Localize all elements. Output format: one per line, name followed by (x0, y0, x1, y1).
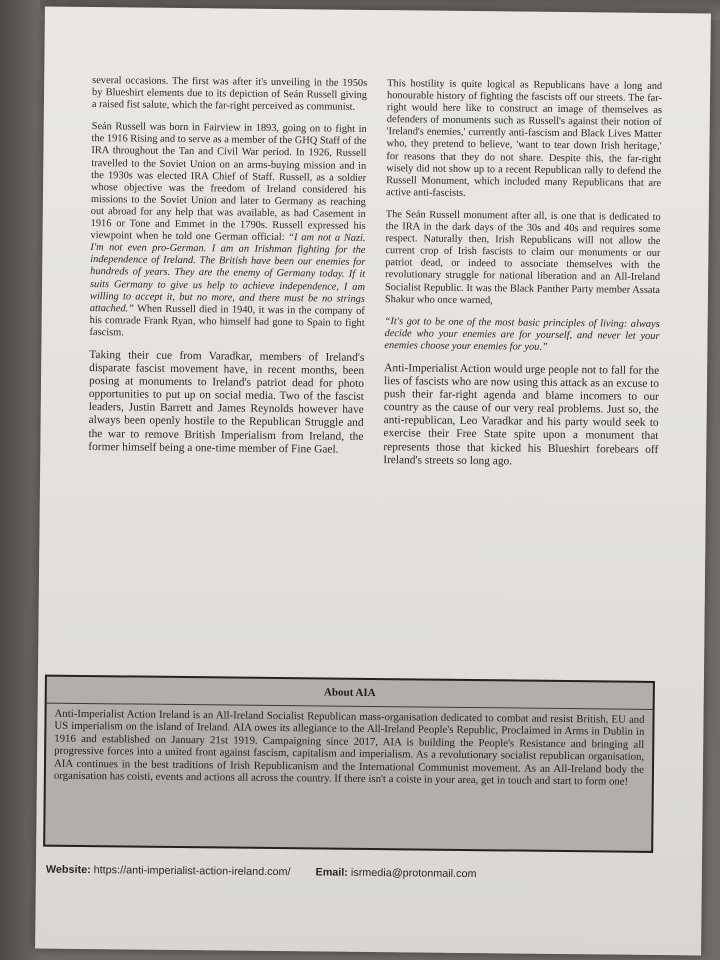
russell-quote: “I am not a Nazi. I'm not even pro-German. I am an Irishman fighting for the independence of Ireland. The British have been our enemies for hundreds of years. They are the enemy of Germany today. If it suits Germany to give us help to achieve independence, I am willing to accept it, but no more, and there must be no strings attached.” (89, 232, 366, 315)
leaflet-page (35, 7, 711, 956)
background-left (0, 0, 40, 960)
left-paragraph-1: several occasions. The first was after it's unveiling in the 1950s by Blueshirt elements due to its depiction of Seán Russell giving a raised fist salute, which the far-right perceived as communist. (91, 75, 368, 113)
website-link: https://anti-imperialist-action-ireland.com/ (93, 864, 291, 879)
left-paragraph-2 (89, 121, 366, 342)
left-paragraph-2-end: When Russell died in 1940, it was in the company of his comrade Frank Ryan, who himself had gone to Spain to fight fascism. (89, 303, 365, 339)
right-paragraph-2: The Seán Russell monument after all, is one that is dedicated to the IRA in the dark days of the 30s and 40s and requires some respect. Naturally then, Irish Republicans will not allow the current crop of Irish fascists to claim our monuments or our patriot dead, or indeed to associate themselves with the revolutionary struggle for national liberation and an All-Ireland Socialist Republic. It was the Black Panther Party member Assata Shakur who once warned, (384, 209, 661, 306)
about-title: About AIA (323, 686, 376, 700)
left-paragraph-3: Taking their cue from Varadkar, members of Ireland's disparate fascist movement have, in recent months, been posing at monuments to Ireland's patriot dead for photo opportunities to put up on social media. Two of the fascist leaders, Justin Barrett and James Reynolds however have always been openly hostile to the Republican Struggle and the war to remove British Imperialism from Ireland, the former himself being a one-time member of Fine Gael. (88, 348, 365, 456)
shakur-quote: “It's got to be one of the most basic principles of living: always decide who your enemies are for yourself, and never let your enemies choose your enemies for you.” (384, 315, 660, 353)
article-columns (86, 75, 662, 671)
email-label: Email: (315, 866, 348, 879)
right-paragraph-1: This hostility is quite logical as Republicans have a long and honourable history of fighting the fascists off our streets. The far-right would here like to construct an image of themselves as defenders of monuments such as Russell's against their notion of 'Ireland's enemies,' currently anti-fascism and Black Lives Matter who, they pretend to believe, 'want to tear down Irish heritage,' for reasons that they do not share. Despite this, the far-right wisely did not show up to a recent Republican rally to defend the Russell Monument, which included many Republicans that are active anti-fascists. (385, 78, 663, 199)
left-paragraph-2-text: Seán Russell was born in Fairview in 1893, going on to fight in the 1916 Rising and to serve as a member of the GHQ Staff of the IRA throughout the Tan and Civil War period. In 1926, Russell travelled to the Soviet Union on an arms-buying mission and in the 1930s was elected IRA Chief of Staff. Russell, as a soldier whose objective was the freedom of Ireland considered his missions to the Soviet Union and later to Germany as reaching out abroad for any help that was available, as had Casement in 1916 or Tone and Emmet in the 1790s. Russell expressed his viewpoint when he told one German official: (90, 121, 367, 244)
about-aia-box (43, 675, 655, 853)
website-label: Website: (45, 863, 91, 877)
email-address: isrmedia@protonmail.com (350, 866, 477, 881)
left-column (86, 75, 367, 668)
contact-footer (46, 864, 656, 882)
about-body: Anti-Imperialist Action Ireland is an All-Ireland Socialist Republican mass-organisation dedicated to combat and resist British, EU and US imperialism on the island of Ireland. AIA owes its allegiance to the All-Ireland People's Republic, Proclaimed in Arms in Dublin in 1916 and established on January 21st 1919. Campaigning since 2017, AIA is building the People's Resistance and bringing all progressive forces into a united front against fascism, capitalism and imperialism. As a revolutionary socialist republican organisation, AIA continues in the best traditions of Irish Republicanism and the International Communist movement. As an All-Ireland body the organisation has coisti, events and actions all across the country. If there isn't a coiste in your area, get in touch and start to form one! (53, 707, 645, 788)
right-paragraph-3: Anti-Imperialist Action would urge people not to fall for the lies of fascists who are now using this attack as an excuse to push their far-right agenda and blame incomers to our country as the cause of our very real problems. Just so, the anti-republican, Leo Varadkar and his party would seek to exercise their Free State spite upon a monument that represents those that kicked his Blueshirt forebears off Ireland's streets so long ago. (383, 362, 660, 468)
right-column (381, 78, 662, 671)
